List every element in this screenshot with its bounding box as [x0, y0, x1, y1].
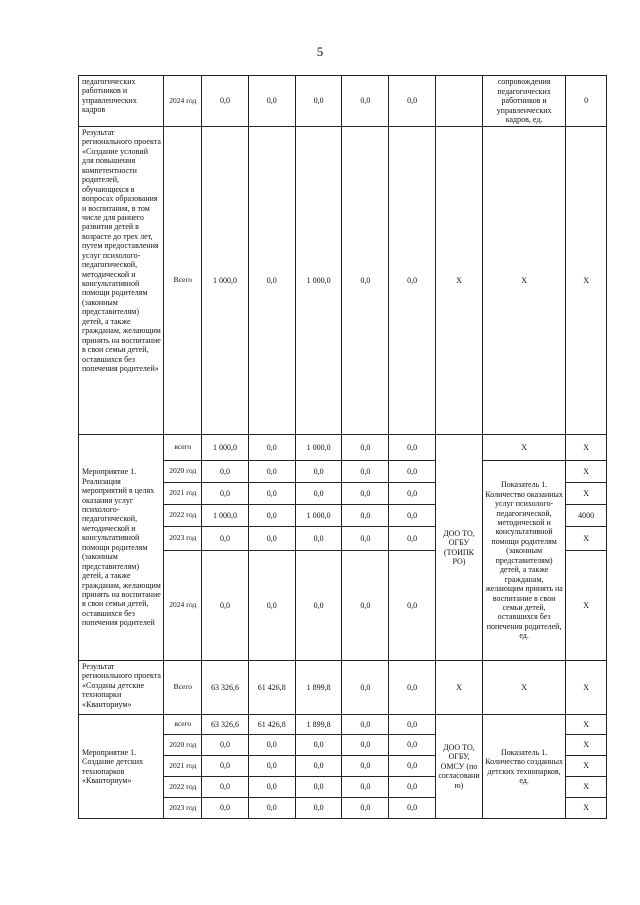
value-cell: 0,0	[389, 735, 436, 756]
target-cell: Х	[566, 527, 607, 551]
target-cell: Х	[566, 715, 607, 735]
value-cell: 0,0	[248, 76, 295, 127]
row-name: Мероприятие 1. Создание детских технопарков «Кванториум»	[79, 715, 164, 819]
value-cell: 0,0	[389, 127, 436, 435]
value-cell: 0,0	[389, 483, 436, 505]
value-cell: 0,0	[248, 777, 295, 798]
value-cell: 0,0	[389, 551, 436, 661]
value-cell: 0,0	[248, 483, 295, 505]
year-cell: всего	[164, 435, 202, 461]
table-row	[79, 435, 607, 461]
executor-cell: ДОО ТО, ОГБУ (ТОИПК РО)	[436, 435, 483, 661]
value-cell: 0,0	[342, 505, 389, 527]
value-cell: 0,0	[389, 715, 436, 735]
year-cell: 2022 год	[164, 505, 202, 527]
value-cell: 0,0	[248, 798, 295, 819]
value-cell: 1 000,0	[295, 435, 342, 461]
value-cell: 0,0	[248, 127, 295, 435]
value-cell: 0,0	[389, 435, 436, 461]
indicator-cell: Х	[482, 127, 565, 435]
value-cell: 0,0	[342, 527, 389, 551]
program-table	[78, 75, 607, 819]
value-cell: 1 000,0	[202, 127, 249, 435]
value-cell: 0,0	[342, 483, 389, 505]
value-cell: 0,0	[248, 735, 295, 756]
value-cell: 0,0	[342, 127, 389, 435]
value-cell: 0,0	[389, 461, 436, 483]
indicator-cell: Х	[482, 435, 565, 461]
value-cell: 1 899,8	[295, 661, 342, 715]
value-cell: 0,0	[389, 505, 436, 527]
value-cell: 0,0	[295, 483, 342, 505]
target-cell: Х	[566, 551, 607, 661]
target-cell: Х	[566, 777, 607, 798]
value-cell: 0,0	[389, 756, 436, 777]
year-cell: 2024 год	[164, 551, 202, 661]
value-cell: 0,0	[295, 527, 342, 551]
value-cell: 0,0	[389, 76, 436, 127]
table-row	[79, 76, 607, 127]
value-cell: 0,0	[342, 735, 389, 756]
year-cell: 2020 год	[164, 461, 202, 483]
executor-cell: Х	[436, 127, 483, 435]
value-cell: 0,0	[248, 756, 295, 777]
target-cell: Х	[566, 798, 607, 819]
executor-cell	[436, 76, 483, 127]
indicator-cell: Показатель 1. Количество созданных детских технопарков, ед.	[482, 715, 565, 819]
target-cell: Х	[566, 756, 607, 777]
value-cell: 0,0	[202, 551, 249, 661]
year-cell: 2023 год	[164, 798, 202, 819]
year-cell: 2020 год	[164, 735, 202, 756]
value-cell: 0,0	[248, 505, 295, 527]
table-row	[79, 661, 607, 715]
year-cell: 2023 год	[164, 527, 202, 551]
value-cell: 0,0	[389, 777, 436, 798]
value-cell: 0,0	[295, 551, 342, 661]
indicator-cell: Х	[482, 661, 565, 715]
value-cell: 0,0	[342, 661, 389, 715]
target-cell: 0	[566, 76, 607, 127]
value-cell: 0,0	[295, 756, 342, 777]
year-cell: Всего	[164, 127, 202, 435]
row-name: Мероприятие 1. Реализация мероприятий в целях оказания услуг психолого-педагогической, методической и консультативной помощи родителям (законным представителям) детей, а также гражданам, желающим принять на воспитание в свои семьи детей, оставшихся без попечения родителей	[79, 435, 164, 661]
page-number: 5	[316, 44, 324, 59]
year-cell: 2022 год	[164, 777, 202, 798]
value-cell: 61 426,8	[248, 715, 295, 735]
value-cell: 0,0	[202, 798, 249, 819]
value-cell: 0,0	[295, 461, 342, 483]
value-cell: 0,0	[342, 756, 389, 777]
year-cell: 2021 год	[164, 756, 202, 777]
value-cell: 0,0	[202, 483, 249, 505]
target-cell: Х	[566, 435, 607, 461]
value-cell: 0,0	[202, 527, 249, 551]
value-cell: 0,0	[202, 735, 249, 756]
target-cell: 4000	[566, 505, 607, 527]
value-cell: 0,0	[389, 661, 436, 715]
value-cell: 0,0	[342, 461, 389, 483]
year-cell: 2021 год	[164, 483, 202, 505]
value-cell: 0,0	[295, 735, 342, 756]
value-cell: 0,0	[202, 461, 249, 483]
row-name: Результат регионального проекта «Создание условий для повышения компетентности родителей, обучающихся в вопросах образования и воспитания, в том числе для раннего развития детей в возрасте до трех лет, путем предоставления услуг психолого-педагогической, методической и консультативной помощи родителям (законным представителям) детей, а также гражданам, желающим принять на воспитание в свои семьи детей, оставшихся без попечения родителей»	[79, 127, 164, 435]
value-cell: 0,0	[342, 551, 389, 661]
value-cell: 0,0	[389, 527, 436, 551]
value-cell: 0,0	[389, 798, 436, 819]
value-cell: 0,0	[342, 715, 389, 735]
value-cell: 0,0	[342, 435, 389, 461]
value-cell: 0,0	[295, 76, 342, 127]
executor-cell: Х	[436, 661, 483, 715]
year-cell: 2024 год	[164, 76, 202, 127]
value-cell: 1 000,0	[202, 505, 249, 527]
value-cell: 0,0	[248, 435, 295, 461]
value-cell: 63 326,6	[202, 715, 249, 735]
value-cell: 1 899,8	[295, 715, 342, 735]
row-name: педагогических работников и управленческих кадров	[79, 76, 164, 127]
value-cell: 0,0	[342, 798, 389, 819]
value-cell: 1 000,0	[202, 435, 249, 461]
value-cell: 0,0	[248, 527, 295, 551]
value-cell: 0,0	[295, 798, 342, 819]
value-cell: 1 000,0	[295, 505, 342, 527]
value-cell: 0,0	[248, 461, 295, 483]
value-cell: 0,0	[295, 777, 342, 798]
value-cell: 0,0	[342, 76, 389, 127]
table-row	[79, 715, 607, 735]
value-cell: 61 426,8	[248, 661, 295, 715]
value-cell: 63 326,6	[202, 661, 249, 715]
year-cell: всего	[164, 715, 202, 735]
target-cell: Х	[566, 735, 607, 756]
target-cell: Х	[566, 661, 607, 715]
indicator-cell: сопровождения педагогических работников и управленческих кадров, ед.	[482, 76, 565, 127]
target-cell: Х	[566, 461, 607, 483]
target-cell: Х	[566, 483, 607, 505]
row-name: Результат регионального проекта «Созданы детские технопарки «Кванториум»	[79, 661, 164, 715]
value-cell: 1 000,0	[295, 127, 342, 435]
target-cell: Х	[566, 127, 607, 435]
year-cell: Всего	[164, 661, 202, 715]
value-cell: 0,0	[342, 777, 389, 798]
value-cell: 0,0	[248, 551, 295, 661]
executor-cell: ДОО ТО, ОГБУ, ОМСУ (по согласованию)	[436, 715, 483, 819]
table-row	[79, 127, 607, 435]
indicator-cell: Показатель 1. Количество оказанных услуг психолого-педагогической, методической и консультативной помощи родителям (законным представителям) детей, а также гражданам, желающим принять на воспитание в свои семьи детей, оставшихся без попечения родителей, ед.	[482, 461, 565, 661]
value-cell: 0,0	[202, 76, 249, 127]
value-cell: 0,0	[202, 756, 249, 777]
value-cell: 0,0	[202, 777, 249, 798]
